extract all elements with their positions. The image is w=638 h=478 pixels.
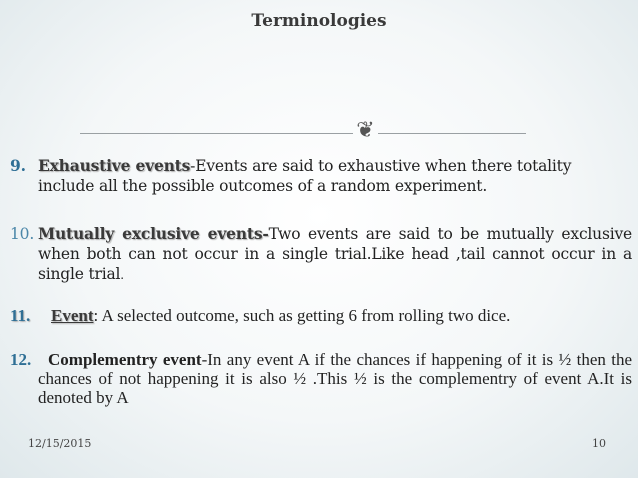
item-body [38,224,632,285]
divider-right [378,133,526,134]
list-item-12 [10,350,632,407]
item-text: : A selected outcome, such as getting 6 from rolling two dice. [93,306,511,325]
list-item-11 [10,306,632,325]
divider-left [80,133,353,134]
item-number: 11. [10,306,31,325]
ornament-icon: ❦ [356,118,375,143]
item-number: 10. [10,225,35,243]
item-term: Event [51,306,94,325]
item-text: -Events are said to exhaustive when there totality include all the possible outcomes of a random experiment. [38,157,572,195]
item-number: 12. [10,350,32,369]
item-text: Two events are said to be mutually exclusive when both can not occur in a single trial.Like head ,tail cannot occur in a single trial [38,225,633,283]
list-item-10 [10,224,632,285]
item-body [38,350,632,407]
footer-date: 12/15/2015 [28,437,92,450]
item-term: Complementry event [48,350,202,369]
item-term: Exhaustive events [38,156,191,175]
item-number: 9. [10,156,26,175]
item-body [51,306,632,325]
page-number: 10 [592,437,606,450]
item-term: Mutually exclusive events- [38,224,269,243]
list-item-9 [10,156,632,196]
item-trailing: . [120,268,124,282]
slide-title: Terminologies [251,11,387,31]
item-body [38,156,632,196]
item-text: -In any event A if the chances if happening of it is ½ then the chances of not happening it is also ½ .This ½ is the complementry of event A.It is denoted by A [38,350,632,407]
